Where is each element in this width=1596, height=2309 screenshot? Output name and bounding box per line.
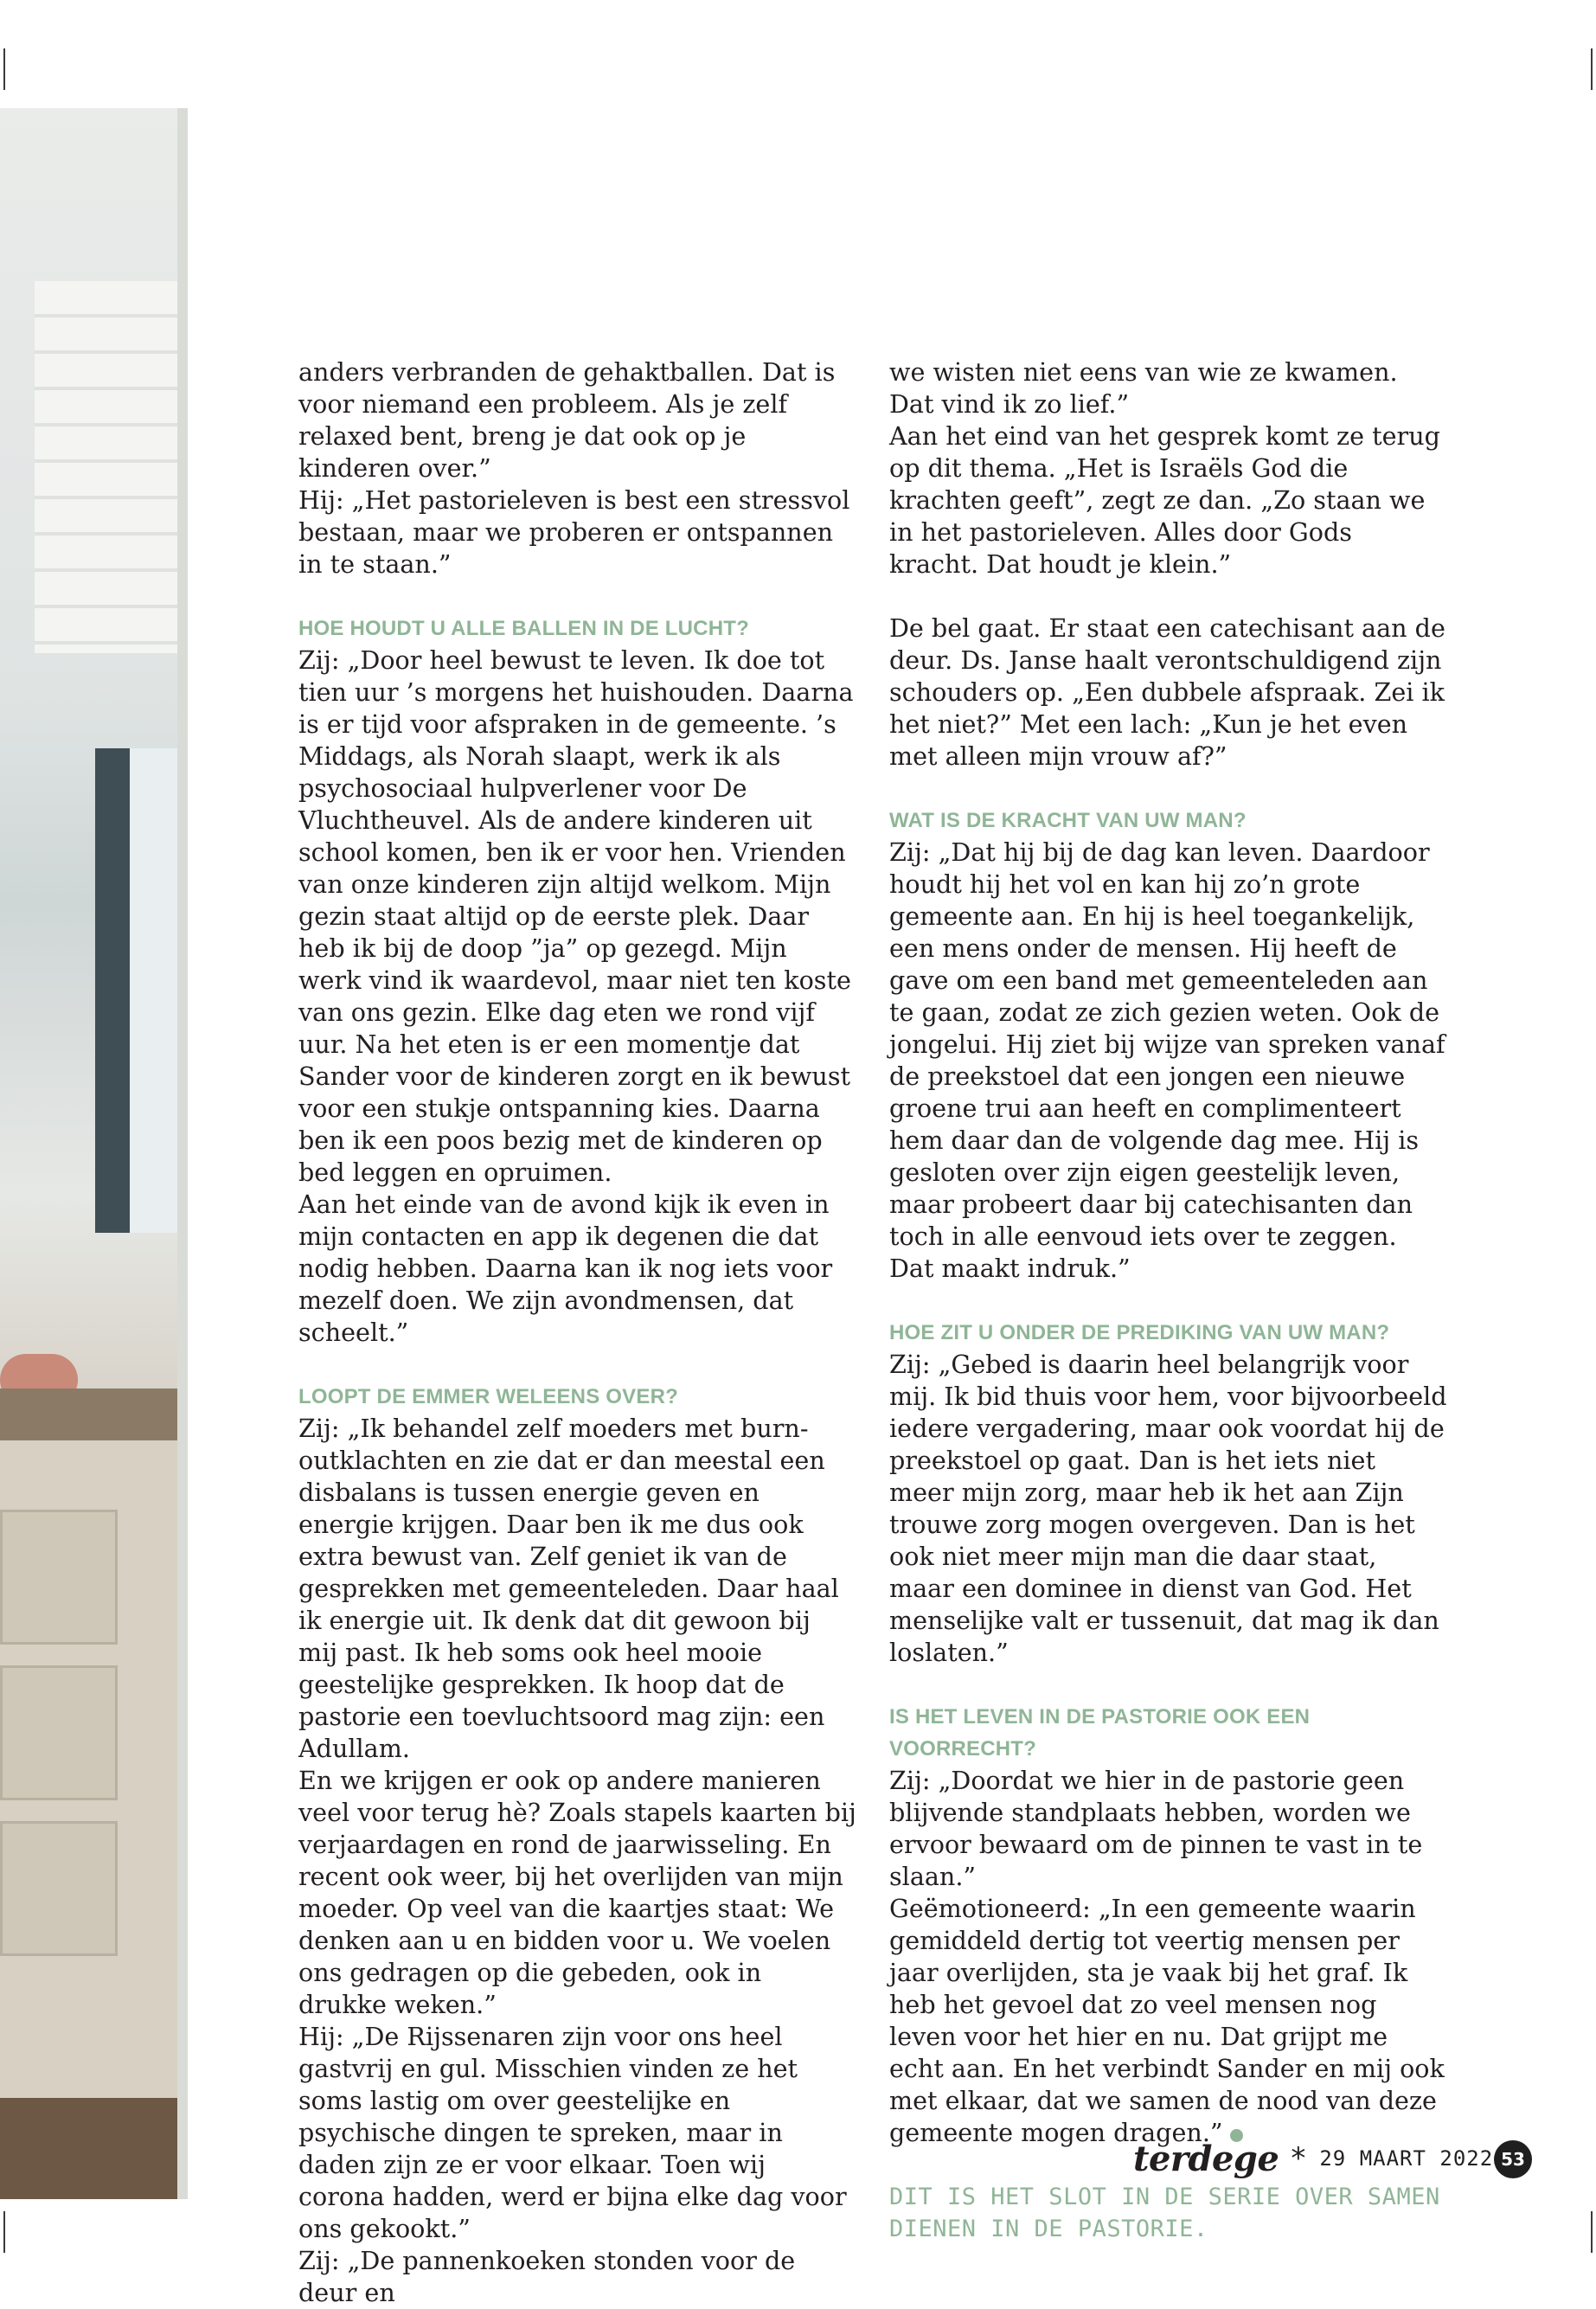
paragraph-last bbox=[889, 1893, 1447, 2149]
interior-photo bbox=[0, 108, 188, 2199]
asterisk-separator: * bbox=[1291, 2141, 1306, 2176]
issue-date: 29 MAART 2022 bbox=[1319, 2146, 1494, 2171]
paragraph: Zij: „Door heel bewust te leven. Ik doe tot tien uur ’s morgens het huishouden. Daarna is er tijd voor afspraken in de gemeente. ’s Middags, als Norah slaapt, werk ik als psychosociaal hulpverlener voor De Vluchtheuvel. Als de andere kinderen uit school komen, ben ik er voor hen. Vrienden van onze kinderen zijn altijd welkom. Mijn gezin staat altijd op de eerste plek. Daar heb ik bij de doop ”ja” op gezegd. Mijn werk vind ik waardevol, maar niet ten koste van ons gezin. Elke dag eten we rond vijf uur. Na het eten is er een momentje dat Sander voor de kinderen zorgt en ik bewust voor een stukje ontspanning kies. Daarna ben ik een poos bezig met de kinderen op bed leggen en opruimen. bbox=[298, 645, 854, 1187]
countertop bbox=[0, 1389, 177, 1440]
roman-blind bbox=[35, 281, 182, 653]
question-heading: HOE ZIT U ONDER DE PREDIKING VAN UW MAN? bbox=[889, 1321, 1390, 1344]
paragraph: Aan het eind van het gesprek komt ze terug op dit thema. „Het is Israëls God die krachten geeft”, zegt ze dan. „Zo staan we in het pastorieleven. Alles door Gods kracht. Dat houdt je klein.” bbox=[889, 421, 1440, 579]
paragraph: we wisten niet eens van wie ze kwamen. Dat vind ik zo lief.” bbox=[889, 357, 1398, 419]
text-column-right bbox=[889, 356, 1447, 2245]
drawer bbox=[0, 1821, 118, 1956]
paragraph: Hij: „Het pastorieleven is best een stressvol bestaan, maar we proberen er ontspannen in te staan.” bbox=[298, 485, 850, 579]
paragraph: anders verbranden de gehaktballen. Dat is voor niemand een probleem. Als je zelf relaxed bent, breng je dat ook op je kinderen over.” bbox=[298, 357, 836, 483]
drawer bbox=[0, 1510, 118, 1645]
question-heading: IS HET LEVEN IN DE PASTORIE OOK EEN VOORRECHT? bbox=[889, 1705, 1311, 1761]
question-heading: LOOPT DE EMMER WELEENS OVER? bbox=[298, 1385, 678, 1408]
paragraph: Zij: „Gebed is daarin heel belangrijk voor mij. Ik bid thuis voor hem, voor bijvoorbeeld iedere vergadering, maar ook voordat hij de preekstoel op gaat. Dan is het iets niet meer mijn zorg, maar heb ik het aan Zijn trouwe zorg mogen overgeven. Dan is het ook niet meer mijn man die daar staat, maar een dominee in dienst van God. Het menselijke valt er tussenuit, dat mag ik dan loslaten.” bbox=[889, 1350, 1447, 1667]
series-closing-note: DIT IS HET SLOT IN DE SERIE OVER SAMEN DIENEN IN DE PASTORIE. bbox=[889, 2184, 1440, 2242]
crop-mark-top-right bbox=[1591, 48, 1593, 90]
question-heading: HOE HOUDT U ALLE BALLEN IN DE LUCHT? bbox=[298, 617, 749, 640]
paragraph: Zij: „Ik behandel zelf moeders met burn-outklachten en zie dat er dan meestal een disbalans is tussen energie geven en energie krijgen. Daar ben ik me dus ook extra bewust van. Zelf geniet ik van de gesprekken met gemeenteleden. Daar haal ik energie uit. Ik denk dat dit gewoon bij mij past. Ik heb soms ook heel mooie geestelijke gesprekken. Ik hoop dat de pastorie een toevluchtsoord mag zijn: een Adullam. bbox=[298, 1414, 839, 1763]
window-frame bbox=[95, 748, 130, 1233]
paragraph: En we krijgen er ook op andere manieren veel voor terug hè? Zoals stapels kaarten bij verjaardagen en rond de jaarwisseling. En recent ook weer, bij het overlijden van mijn moeder. Op veel van die kaartjes staat: We denken aan u en bidden voor u. We voelen ons gedragen op die gebeden, ook in drukke weken.” bbox=[298, 1766, 856, 2019]
photo-edge bbox=[177, 108, 188, 2199]
paragraph: Zij: „Doordat we hier in de pastorie geen blijvende standplaats hebben, worden we ervoor bewaard om de pinnen te vast in te slaan.” bbox=[889, 1766, 1423, 1891]
crop-mark-bottom-left bbox=[3, 2211, 5, 2253]
paragraph-text: Geëmotioneerd: „In een gemeente waarin gemiddeld dertig tot veertig mensen per jaar overlijden, sta je vaak bij het graf. Ik heb het gevoel dat zo veel mensen nog leven voor het hier en nu. Dat grijpt me echt aan. En het verbindt Sander en mij ook met elkaar, dat we samen de nood van deze gemeente mogen dragen.” bbox=[889, 1894, 1445, 2147]
paragraph: Zij: „De pannenkoeken stonden voor de deur en bbox=[298, 2246, 796, 2307]
wooden-floor bbox=[0, 2098, 177, 2199]
window-glass bbox=[130, 748, 178, 1233]
paragraph: Aan het einde van de avond kijk ik even in mijn contacten en app ik degenen die dat nodig hebben. Daarna kan ik nog iets voor mezelf doen. We zijn avondmensen, dat scheelt.” bbox=[298, 1190, 833, 1347]
page-footer bbox=[1133, 2137, 1493, 2180]
crop-mark-bottom-right bbox=[1591, 2211, 1593, 2253]
page-number: 53 bbox=[1494, 2140, 1532, 2178]
paragraph: Zij: „Dat hij bij de dag kan leven. Daardoor houdt hij het vol en kan hij zo’n grote gemeente aan. En hij is heel toegankelijk, een mens onder de mensen. Hij heeft de gave om een band met gemeenteleden aan te gaan, zodat ze zich gezien weten. Ook de jongelui. Hij ziet bij wijze van spreken vanaf de preekstoel dat een jongen een nieuwe groene trui aan heeft en complimenteert hem daar dan de volgende dag mee. Hij is gesloten over zijn eigen geestelijk leven, maar probeert daar bij catechisanten dan toch in alle eenvoud iets over te zeggen. Dat maakt indruk.” bbox=[889, 837, 1445, 1283]
paragraph: De bel gaat. Er staat een catechisant aan de deur. Ds. Janse haalt verontschuldigend zijn schouders op. „Een dubbele afspraak. Zei ik het niet?” Met een lach: „Kun je het even met alleen mijn vrouw af?” bbox=[889, 613, 1445, 771]
text-column-left bbox=[298, 356, 856, 2309]
paragraph: Hij: „De Rijssenaren zijn voor ons heel gastvrij en gul. Misschien vinden ze het soms lastig om over geestelijke en psychische dingen te spreken, maar in daden zijn ze er voor elkaar. Toen wij corona hadden, werd er bijna elke dag voor ons gekookt.” bbox=[298, 2022, 847, 2243]
magazine-logo: terdege bbox=[1133, 2138, 1279, 2179]
question-heading: WAT IS DE KRACHT VAN UW MAN? bbox=[889, 809, 1247, 832]
crop-mark-top-left bbox=[3, 48, 5, 90]
drawer bbox=[0, 1665, 118, 1800]
